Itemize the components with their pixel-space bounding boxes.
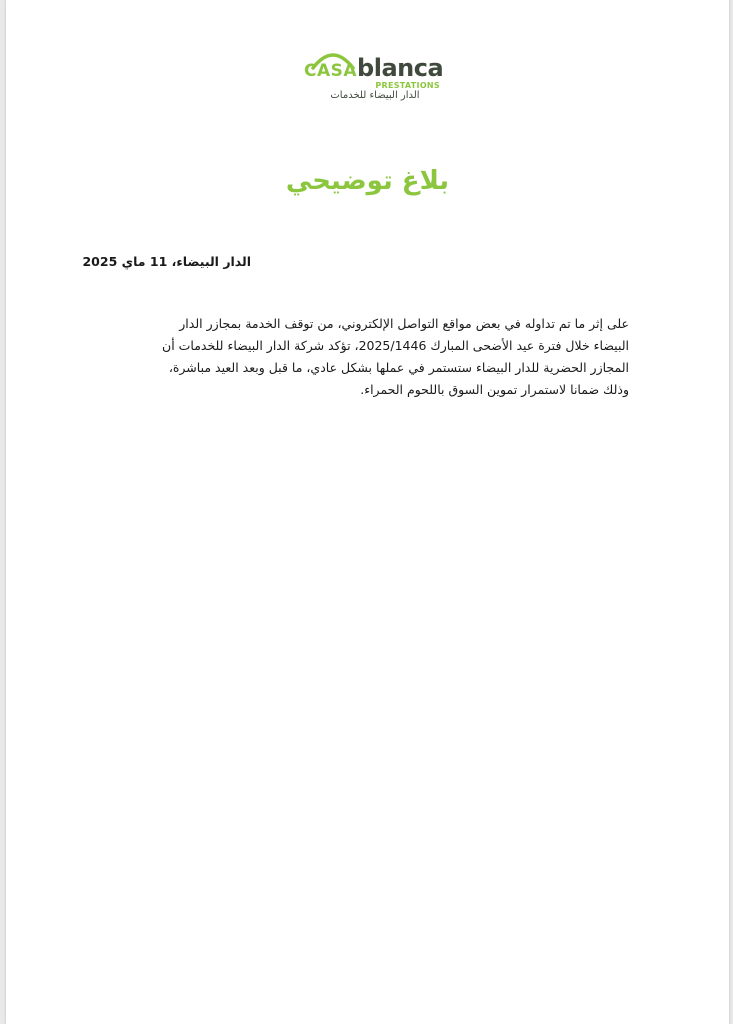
document-page [6, 0, 729, 1024]
body-paragraph [89, 313, 629, 401]
logo-arabic-text: الدار البيضاء للخدمات [330, 90, 420, 101]
body-line: المجازر الحضرية للدار البيضاء ستستمر في عملها بشكل عادي، ما قبل وبعد العيد مباشرة، [168, 360, 629, 375]
body-line: وذلك ضمانا لاستمرار تموين السوق باللحوم الحمراء. [360, 382, 629, 397]
logo-blanca-text: blanca [357, 54, 444, 82]
logo-casa-text: CASA [304, 61, 358, 81]
body-line: على إثر ما تم تداوله في بعض مواقع التواصل الإلكتروني، من توقف الخدمة بمجازر الدار [179, 316, 629, 331]
logo-prestations-text: PRESTATIONS [375, 81, 440, 90]
document-title: بلاغ توضيحي [285, 166, 450, 196]
date-line: الدار البيضاء، 11 ماي 2025 [82, 254, 251, 269]
body-line: البيضاء خلال فترة عيد الأضحى المبارك 2025/1446، تؤكد شركة الدار البيضاء للخدمات أن [162, 338, 629, 353]
company-logo [304, 40, 444, 110]
